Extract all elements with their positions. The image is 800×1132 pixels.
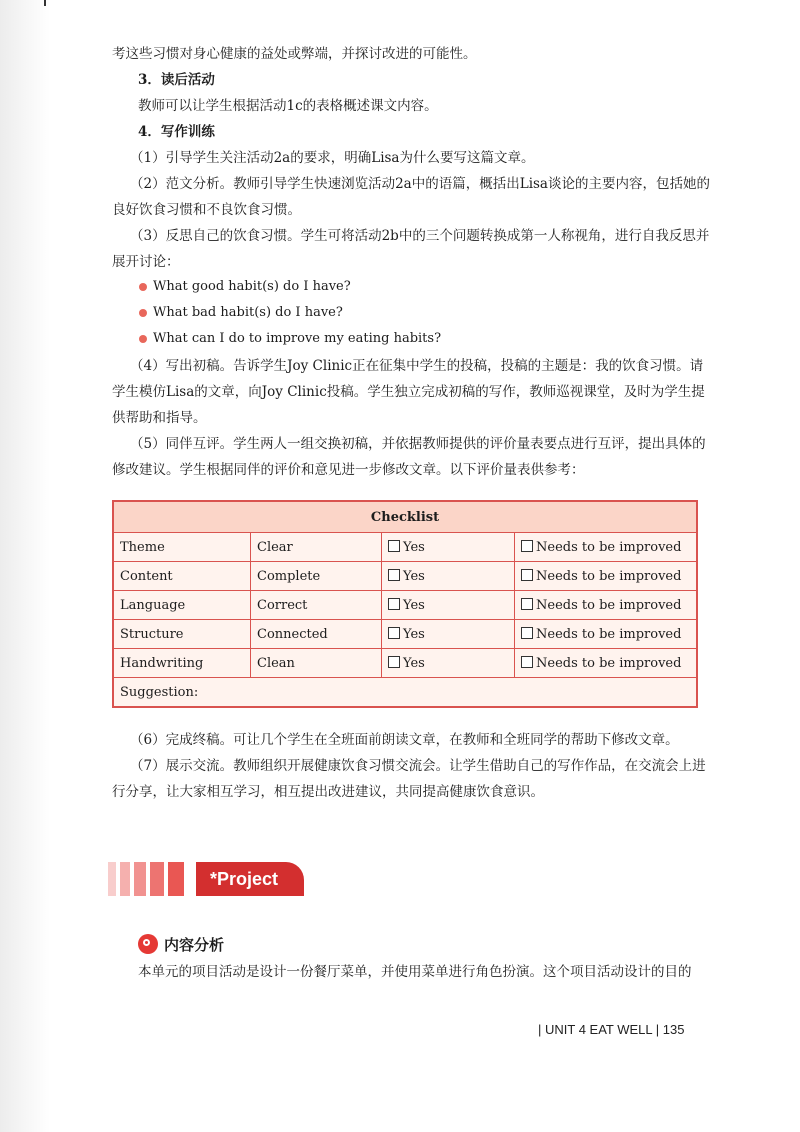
yes-option[interactable]: Yes bbox=[382, 649, 515, 678]
checkbox-icon[interactable] bbox=[388, 627, 400, 639]
improve-option[interactable]: Needs to be improved bbox=[515, 591, 698, 620]
search-icon bbox=[138, 934, 158, 954]
checkbox-icon[interactable] bbox=[521, 598, 533, 610]
checklist-title: Checklist bbox=[113, 501, 697, 533]
paragraph-line: 展开讨论： bbox=[112, 254, 180, 270]
paragraph-line: 良好饮食习惯和不良饮食习惯。 bbox=[112, 202, 301, 218]
banner-stripe bbox=[120, 862, 130, 896]
table-row bbox=[113, 649, 697, 678]
checkbox-icon[interactable] bbox=[388, 598, 400, 610]
subheading-writing-practice: 4．写作训练 bbox=[138, 124, 215, 140]
checkbox-icon[interactable] bbox=[388, 540, 400, 552]
banner-stripe bbox=[108, 862, 116, 896]
paragraph-line: （4）写出初稿。告诉学生Joy Clinic正在征集中学生的投稿，投稿的主题是：我的饮食习惯。请 bbox=[130, 358, 704, 374]
improve-option[interactable]: Needs to be improved bbox=[515, 533, 698, 562]
yes-option[interactable]: Yes bbox=[382, 620, 515, 649]
checklist-item: Handwriting bbox=[113, 649, 251, 678]
paragraph-line: （2）范文分析。教师引导学生快速浏览活动2a中的语篇，概括出Lisa谈论的主要内容，包括她的 bbox=[130, 176, 710, 192]
paragraph-line: 供帮助和指导。 bbox=[112, 410, 207, 426]
checkbox-icon[interactable] bbox=[521, 540, 533, 552]
banner-stripe bbox=[150, 862, 164, 896]
paragraph-line: （7）展示交流。教师组织开展健康饮食习惯交流会。让学生借助自己的写作作品，在交流会上进 bbox=[130, 758, 706, 774]
table-row bbox=[113, 533, 697, 562]
table-row bbox=[113, 620, 697, 649]
checklist-criterion: Clear bbox=[251, 533, 382, 562]
checklist-criterion: Correct bbox=[251, 591, 382, 620]
section-title: 内容分析 bbox=[164, 936, 225, 954]
improve-option[interactable]: Needs to be improved bbox=[515, 620, 698, 649]
table-row bbox=[113, 562, 697, 591]
yes-option[interactable]: Yes bbox=[382, 591, 515, 620]
paragraph-line: 教师可以让学生根据活动1c的表格概述课文内容。 bbox=[138, 98, 438, 114]
paragraph-line: 考这些习惯对身心健康的益处或弊端，并探讨改进的可能性。 bbox=[112, 46, 477, 62]
paragraph-line: 行分享，让大家相互学习，相互提出改进建议，共同提高健康饮食意识。 bbox=[112, 784, 544, 800]
banner-stripe bbox=[134, 862, 146, 896]
page-gutter-shadow bbox=[0, 0, 50, 1132]
improve-option[interactable]: Needs to be improved bbox=[515, 649, 698, 678]
paragraph-line: 学生模仿Lisa的文章，向Joy Clinic投稿。学生独立完成初稿的写作，教师巡视课堂，及时为学生提 bbox=[112, 384, 705, 400]
yes-option[interactable]: Yes bbox=[382, 533, 515, 562]
suggestion-field[interactable]: Suggestion: bbox=[113, 678, 697, 708]
paragraph-line: 修改建议。学生根据同伴的评价和意见进一步修改文章。以下评价量表供参考： bbox=[112, 462, 585, 478]
banner-stripe bbox=[168, 862, 184, 896]
subheading-reading-activity: 3．读后活动 bbox=[138, 72, 215, 88]
bullet-dot-icon bbox=[139, 335, 147, 343]
checkbox-icon[interactable] bbox=[521, 569, 533, 581]
checklist-item: Structure bbox=[113, 620, 251, 649]
paragraph-line: 本单元的项目活动是设计一份餐厅菜单，并使用菜单进行角色扮演。这个项目活动设计的目的 bbox=[138, 964, 692, 980]
checklist-criterion: Complete bbox=[251, 562, 382, 591]
table-row bbox=[113, 591, 697, 620]
checkbox-icon[interactable] bbox=[521, 627, 533, 639]
bullet-dot-icon bbox=[139, 309, 147, 317]
checkbox-icon[interactable] bbox=[388, 569, 400, 581]
checklist-item: Theme bbox=[113, 533, 251, 562]
checkbox-icon[interactable] bbox=[388, 656, 400, 668]
bullet-question: What bad habit(s) do I have? bbox=[153, 305, 343, 320]
bullet-question: What can I do to improve my eating habits? bbox=[153, 331, 442, 346]
bullet-dot-icon bbox=[139, 283, 147, 291]
paragraph-line: （1）引导学生关注活动2a的要求，明确Lisa为什么要写这篇文章。 bbox=[130, 150, 535, 166]
bullet-question: What good habit(s) do I have? bbox=[153, 279, 351, 294]
checklist-criterion: Connected bbox=[251, 620, 382, 649]
improve-option[interactable]: Needs to be improved bbox=[515, 562, 698, 591]
paragraph-line: （3）反思自己的饮食习惯。学生可将活动2b中的三个问题转换成第一人称视角，进行自我反思并 bbox=[130, 228, 710, 244]
page-footer: | UNIT 4 EAT WELL | 135 bbox=[538, 1022, 685, 1037]
checklist-item: Language bbox=[113, 591, 251, 620]
table-row bbox=[113, 678, 697, 708]
checklist-table bbox=[112, 500, 698, 708]
paragraph-line: （5）同伴互评。学生两人一组交换初稿，并依据教师提供的评价量表要点进行互评，提出具体的 bbox=[130, 436, 706, 452]
checklist-item: Content bbox=[113, 562, 251, 591]
corner-mark bbox=[44, 0, 46, 6]
paragraph-line: （6）完成终稿。可让几个学生在全班面前朗读文章，在教师和全班同学的帮助下修改文章。 bbox=[130, 732, 679, 748]
checkbox-icon[interactable] bbox=[521, 656, 533, 668]
project-heading: *Project bbox=[196, 862, 304, 896]
yes-option[interactable]: Yes bbox=[382, 562, 515, 591]
checklist-criterion: Clean bbox=[251, 649, 382, 678]
